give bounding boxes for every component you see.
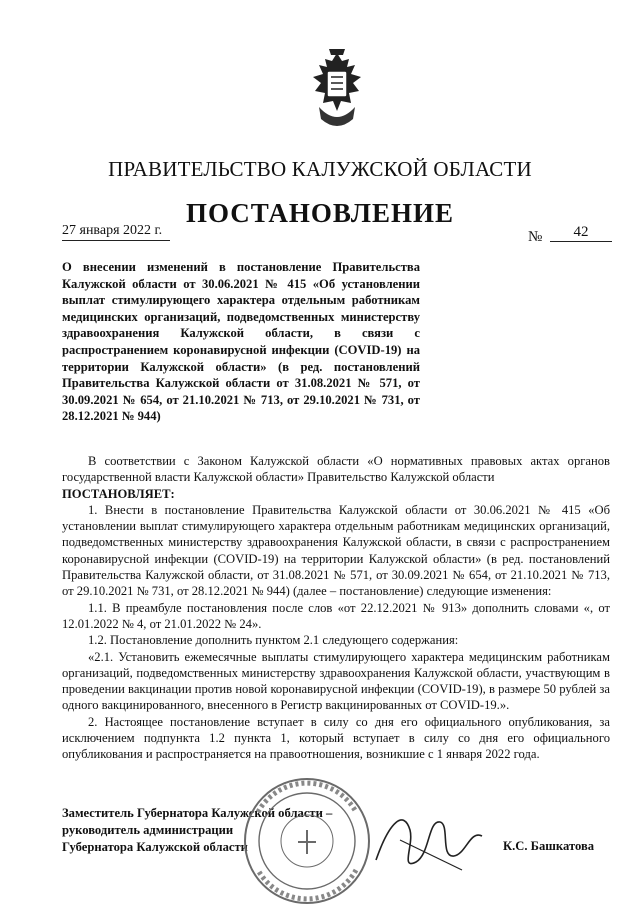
paragraph-1-1: 1.1. В преамбуле постановления после слов «от 22.12.2021 № 913» дополнить словами «, от 12.01.2022 № 4, от 21.01.2022 № 24». bbox=[62, 600, 610, 631]
handwritten-signature bbox=[370, 800, 490, 880]
signatory-line-1: Заместитель Губернатора Калужской области – bbox=[62, 806, 333, 820]
document-number: 42 bbox=[550, 223, 612, 242]
signatory-name: К.С. Башкатова bbox=[503, 839, 595, 853]
signatory-line-2: руководитель администрации bbox=[62, 823, 234, 837]
signatory-line-3: Губернатора Калужской области bbox=[62, 840, 248, 854]
intro-paragraph: В соответствии с Законом Калужской области «О нормативных правовых актах органов государственной власти Калужской области» Правительство Калужской области bbox=[62, 454, 610, 485]
government-title: ПРАВИТЕЛЬСТВО КАЛУЖСКОЙ ОБЛАСТИ bbox=[108, 157, 532, 181]
paragraph-2-1-quote: «2.1. Установить ежемесячные выплаты стимулирующего характера медицинским работникам организаций, подведомственных министерству здравоохранения Калужской области, участвующим в проведении вакцинации против новой коронавирусной инфекции (COVID-19), в размере 50 рублей за одного вакцинированного, внесенного в Регистр вакцинированных от COVID-19.». bbox=[62, 649, 610, 713]
paragraph-1: 1. Внести в постановление Правительства Калужской области от 30.06.2021 № 415 «Об установлении выплат стимулирующего характера отдельным работникам медицинских организаций, подведомственных министерству здравоохранения Калужской области, в связи с распространением коронавирусной инфекции (COVID-19) на территории Калужской области» (в ред. постановлений Правительства Калужской области, от 31.08.2021 № 571, от 30.09.2021 № 654, от 21.10.2021 № 713, от 29.10.2021 № 731, от 28.12.2021 № 944) (далее – постановление) следующие изменения: bbox=[62, 502, 610, 599]
document-type-heading: ПОСТАНОВЛЕНИЕ bbox=[185, 198, 455, 228]
document-subject: О внесении изменений в постановление Правительства Калужской области от 30.06.2021 № 415 «Об установлении выплат стимулирующего характера отдельным работникам медицинских организаций, подведомственных министерству здравоохранения Калужской области, в связи с распространением коронавирусной инфекции (COVID-19) на территории Калужской области» (в ред. постановлений Правительства Калужской области от 31.08.2021 № 571, от 30.09.2021 № 654, от 21.10.2021 № 713, от 29.10.2021 № 731, от 28.12.2021 № 944) bbox=[62, 260, 420, 424]
document-body bbox=[62, 453, 610, 763]
decree-word: ПОСТАНОВЛЯЕТ: bbox=[62, 486, 175, 501]
number-sign: № bbox=[528, 229, 543, 245]
document-date: 27 января 2022 г. bbox=[62, 222, 170, 241]
coat-of-arms-emblem bbox=[297, 47, 377, 133]
official-seal-stamp bbox=[238, 772, 376, 910]
paragraph-1-2: 1.2. Постановление дополнить пунктом 2.1 следующего содержания: bbox=[88, 633, 459, 648]
paragraph-2: 2. Настоящее постановление вступает в силу со дня его официального опубликования, за исключением подпункта 1.2 пункта 1, который вступает в силу со дня его официального опубликования и распространяется на правоотношения, возникшие с 1 января 2022 года. bbox=[62, 714, 610, 762]
